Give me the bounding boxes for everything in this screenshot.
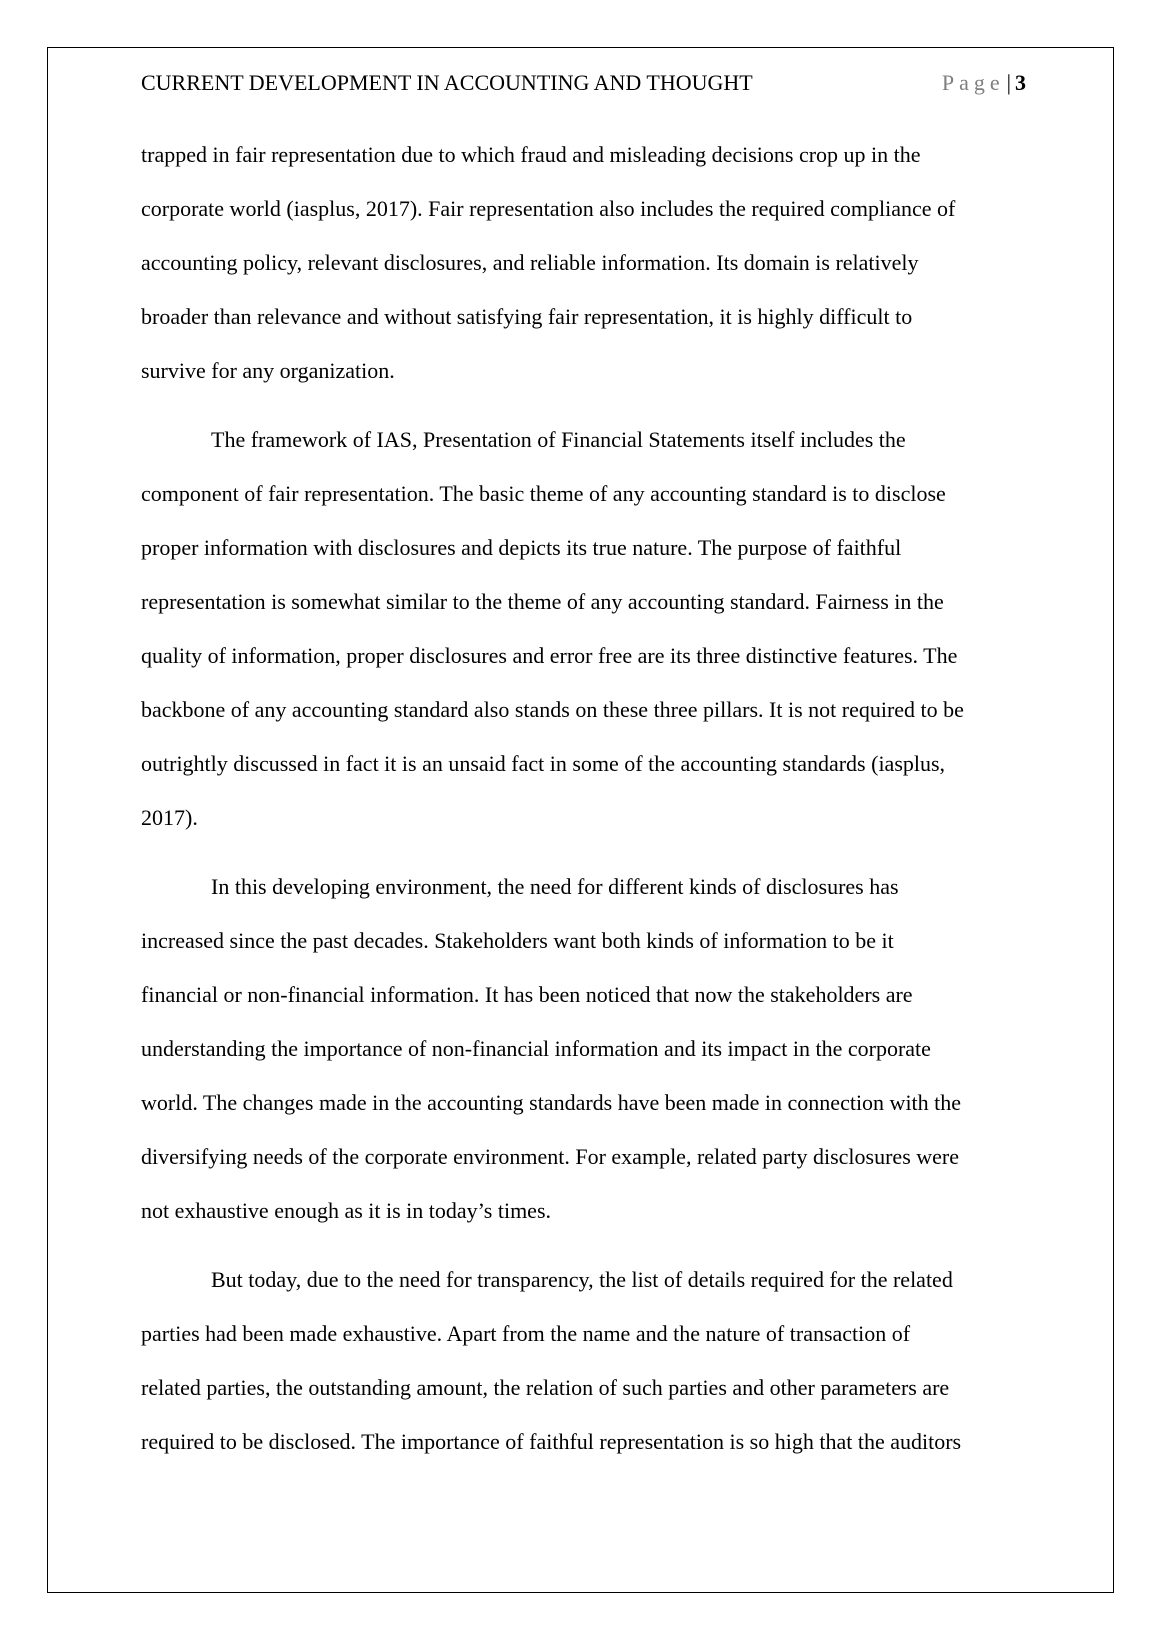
text-line: financial or non-financial information. It has been noticed that now the stakeholders are xyxy=(141,982,913,1007)
text-line: required to be disclosed. The importance of faithful representation is so high that the auditors xyxy=(141,1429,962,1454)
page-number: 3 xyxy=(1015,70,1026,95)
text-line: world. The changes made in the accounting standards have been made in connection with the xyxy=(141,1090,962,1115)
text-line: proper information with disclosures and depicts its true nature. The purpose of faithful xyxy=(141,535,902,560)
page-number-label xyxy=(942,68,1026,98)
paragraph-2 xyxy=(141,413,1031,845)
text-line: survive for any organization. xyxy=(141,358,395,383)
text-line: But today, due to the need for transparency, the list of details required for the related xyxy=(211,1267,953,1292)
page-word: Page xyxy=(941,70,1005,95)
text-line: parties had been made exhaustive. Apart from the name and the nature of transaction of xyxy=(141,1321,911,1346)
text-line: 2017). xyxy=(141,805,198,830)
text-line: diversifying needs of the corporate environment. For example, related party disclosures were xyxy=(141,1144,959,1169)
text-line: The framework of IAS, Presentation of Financial Statements itself includes the xyxy=(211,427,906,452)
text-line: related parties, the outstanding amount, the relation of such parties and other parameters are xyxy=(141,1375,950,1400)
text-line: not exhaustive enough as it is in today’s times. xyxy=(141,1198,552,1223)
running-head-title: CURRENT DEVELOPMENT IN ACCOUNTING AND THOUGHT xyxy=(141,70,753,95)
page-header xyxy=(141,68,1026,98)
text-line: component of fair representation. The basic theme of any accounting standard is to disclose xyxy=(141,481,946,506)
text-line: quality of information, proper disclosures and error free are its three distinctive features. The xyxy=(141,643,958,668)
paragraph-1 xyxy=(141,128,1031,398)
text-line: broader than relevance and without satisfying fair representation, it is highly difficult to xyxy=(141,304,913,329)
text-line: accounting policy, relevant disclosures, and reliable information. Its domain is relatively xyxy=(141,250,919,275)
text-line: In this developing environment, the need for different kinds of disclosures has xyxy=(211,874,899,899)
paragraph-3 xyxy=(141,860,1031,1238)
document-body xyxy=(141,128,1031,1484)
text-line: understanding the importance of non-financial information and its impact in the corporate xyxy=(141,1036,931,1061)
text-line: outrightly discussed in fact it is an unsaid fact in some of the accounting standards (iasplus, xyxy=(141,751,946,776)
paragraph-4 xyxy=(141,1253,1031,1469)
page-separator: | xyxy=(1006,70,1011,95)
text-line: representation is somewhat similar to the theme of any accounting standard. Fairness in the xyxy=(141,589,944,614)
text-line: backbone of any accounting standard also stands on these three pillars. It is not required to be xyxy=(141,697,964,722)
text-line: trapped in fair representation due to which fraud and misleading decisions crop up in the xyxy=(141,142,921,167)
text-line: increased since the past decades. Stakeholders want both kinds of information to be it xyxy=(141,928,894,953)
text-line: corporate world (iasplus, 2017). Fair representation also includes the required compliance of xyxy=(141,196,956,221)
